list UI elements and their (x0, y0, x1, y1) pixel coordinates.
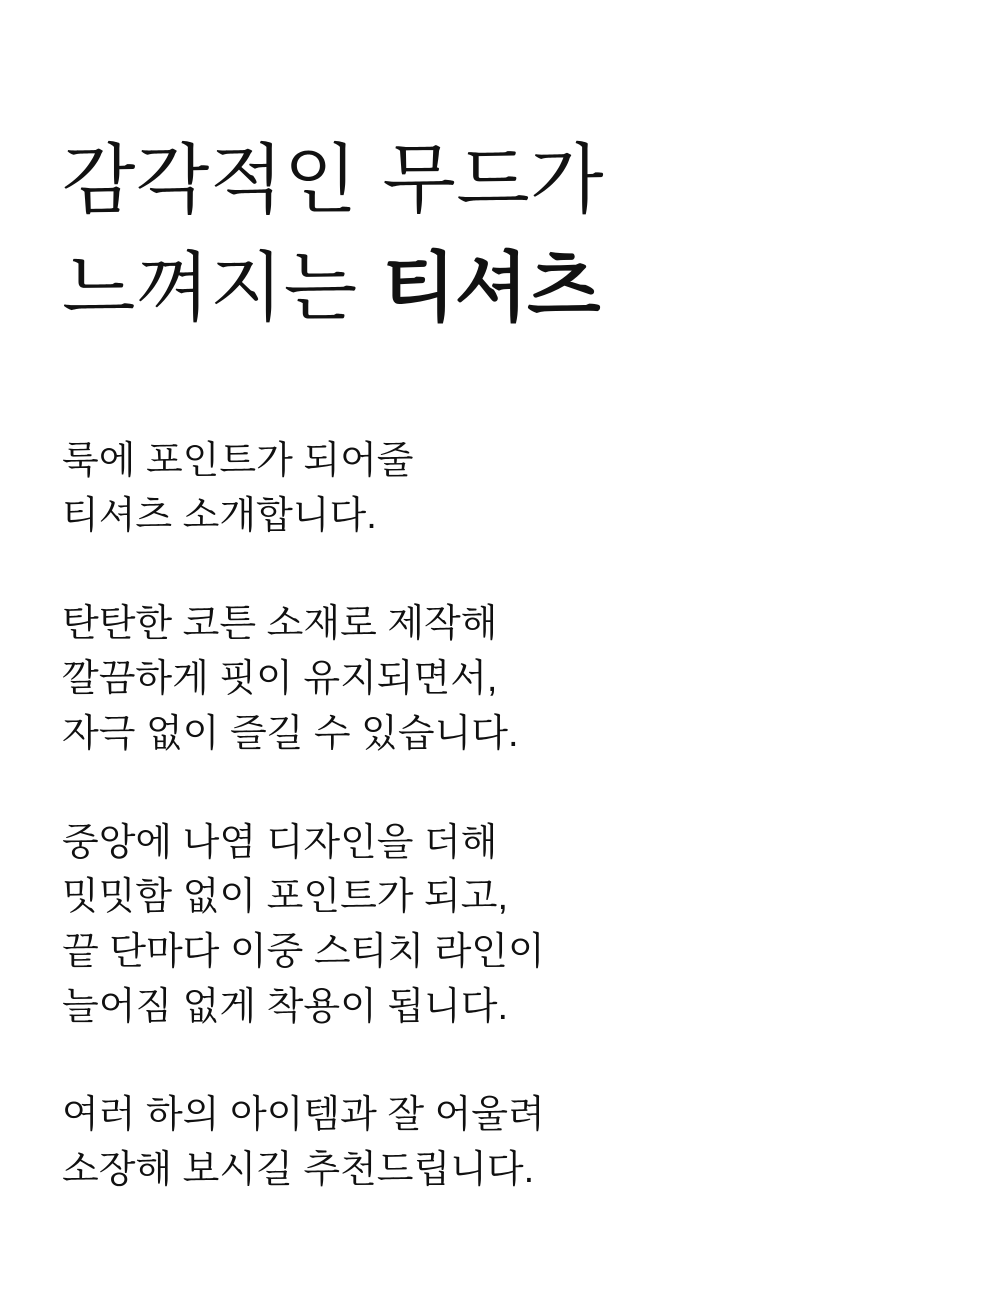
headline-block (62, 126, 942, 343)
paragraph-line: 끝 단마다 이중 스티치 라인이 (62, 931, 545, 974)
headline-line-2-plain: 느껴지는 (62, 242, 383, 332)
paragraph-line: 탄탄한 코튼 소재로 제작해 (62, 603, 498, 646)
paragraph-line: 티셔츠 소개합니다. (62, 494, 377, 537)
headline-accent-word: 티셔츠 (382, 245, 600, 331)
paragraph-line: 자극 없이 즐길 수 있습니다. (62, 712, 519, 755)
paragraph-line: 중앙에 나염 디자인을 더해 (62, 821, 498, 864)
paragraph-3 (62, 816, 942, 1035)
paragraph-1 (62, 434, 942, 543)
headline-line-1: 감각적인 무드가 (62, 135, 605, 224)
paragraph-line: 소장해 보시길 추천드립니다. (62, 1149, 535, 1192)
paragraph-line: 여러 하의 아이템과 잘 어울려 (62, 1094, 545, 1137)
headline-line-2 (62, 234, 942, 343)
paragraph-2 (62, 597, 942, 761)
paragraph-line: 밋밋함 없이 포인트가 되고, (62, 876, 509, 919)
paragraph-line: 깔끔하게 핏이 유지되면서, (62, 658, 498, 701)
paragraph-line: 늘어짐 없게 착용이 됩니다. (62, 985, 509, 1028)
paragraph-4 (62, 1088, 942, 1197)
body-copy-block (62, 434, 942, 1198)
paragraph-line: 룩에 포인트가 되어줄 (62, 440, 414, 482)
